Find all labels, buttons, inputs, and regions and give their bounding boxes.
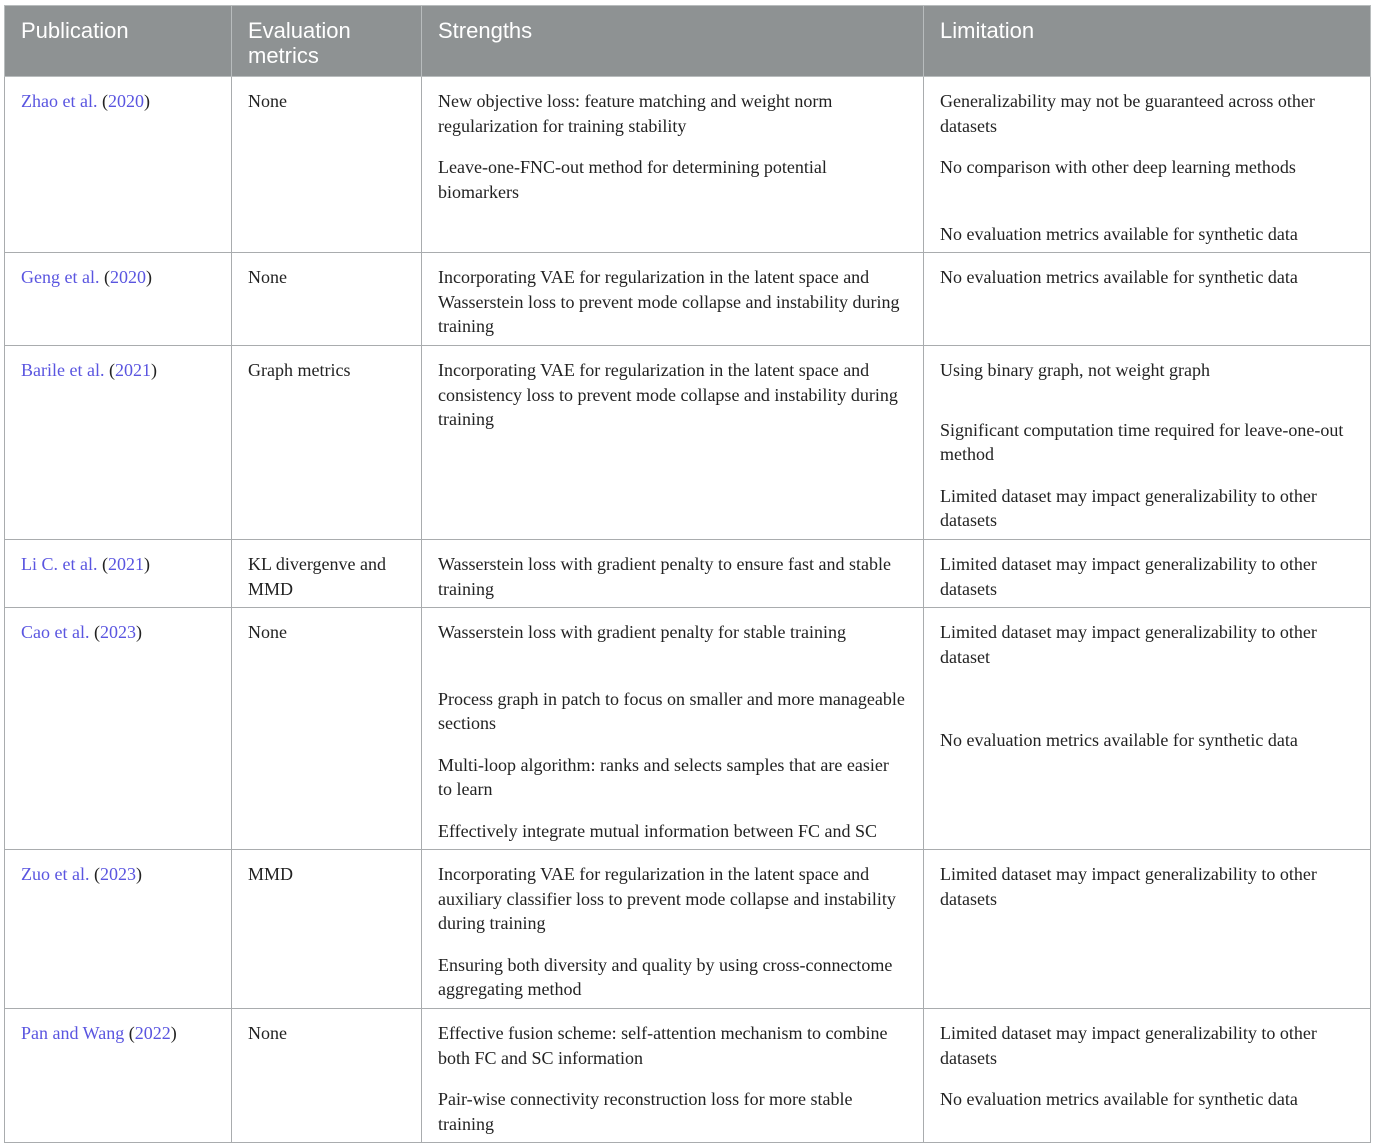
strengths-cell	[422, 253, 924, 346]
header-strengths: Strengths	[422, 6, 924, 77]
limitation-cell	[924, 850, 1371, 1009]
strengths-cell	[422, 77, 924, 253]
year-link[interactable]: 2020	[107, 91, 144, 111]
limitation-item: Limited dataset may impact generalizability to other datasets	[940, 485, 1317, 530]
strength-item: Multi-loop algorithm: ranks and selects samples that are easier to learn	[438, 754, 889, 799]
strength-item: Pair-wise connectivity reconstruction loss for more stable training	[438, 1089, 853, 1134]
strength-item: Incorporating VAE for regularization in the latent space and consistency loss to prevent mode collapse and instability during training	[438, 360, 898, 429]
limitation-item: Significant computation time required for leave-one-out method	[940, 419, 1344, 464]
strength-item: Wasserstein loss with gradient penalty for stable training	[438, 622, 846, 642]
strength-item: Ensuring both diversity and quality by using cross-connectome aggregating method	[438, 954, 893, 999]
limitation-item: No comparison with other deep learning methods	[940, 157, 1296, 177]
limitation-cell	[924, 253, 1371, 346]
limitation-item: No evaluation metrics available for synthetic data	[940, 730, 1298, 750]
limitation-item: Limited dataset may impact generalizability to other datasets	[940, 1023, 1317, 1068]
metrics-cell: None	[232, 608, 422, 850]
year-link[interactable]: 2021	[114, 360, 151, 380]
table-row	[5, 540, 1371, 608]
table-row	[5, 77, 1371, 253]
metrics-cell: MMD	[232, 850, 422, 1009]
limitation-cell	[924, 77, 1371, 253]
author-link[interactable]: Li C. et al.	[21, 554, 98, 574]
strengths-cell	[422, 850, 924, 1009]
header-evaluation-metrics: Evaluation metrics	[232, 6, 422, 77]
table-row	[5, 1009, 1371, 1143]
metrics-cell: None	[232, 1009, 422, 1143]
year-link[interactable]: 2023	[99, 864, 136, 884]
metrics-cell: KL divergenve and MMD	[232, 540, 422, 608]
header-row	[5, 6, 1371, 77]
table-body	[5, 77, 1371, 1143]
limitation-cell	[924, 346, 1371, 540]
limitation-item: No evaluation metrics available for synthetic data	[940, 267, 1298, 287]
table-row	[5, 850, 1371, 1009]
author-link[interactable]: Cao et al.	[21, 622, 90, 642]
limitation-cell	[924, 608, 1371, 850]
header-publication: Publication	[5, 6, 232, 77]
year-link[interactable]: 2022	[134, 1023, 171, 1043]
year-link[interactable]: 2023	[99, 622, 136, 642]
comparison-table	[4, 5, 1371, 1143]
author-link[interactable]: Zhao et al.	[21, 91, 98, 111]
strengths-cell	[422, 608, 924, 850]
limitation-item: Limited dataset may impact generalizability to other datasets	[940, 554, 1317, 599]
year-link[interactable]: 2020	[109, 267, 146, 287]
publication-cell: Barile et al. (2021)	[5, 346, 232, 540]
table-header	[5, 6, 1371, 77]
limitation-cell	[924, 1009, 1371, 1143]
metrics-cell: Graph metrics	[232, 346, 422, 540]
limitation-item: Using binary graph, not weight graph	[940, 360, 1210, 380]
publication-cell: Cao et al. (2023)	[5, 608, 232, 850]
table-row	[5, 253, 1371, 346]
limitation-item: No evaluation metrics available for synthetic data	[940, 1089, 1298, 1109]
strength-item: Leave-one-FNC-out method for determining potential biomarkers	[438, 157, 827, 202]
publication-cell: Zuo et al. (2023)	[5, 850, 232, 1009]
limitation-item: Limited dataset may impact generalizability to other dataset	[940, 622, 1317, 667]
limitation-item: No evaluation metrics available for synthetic data	[940, 223, 1298, 244]
author-link[interactable]: Barile et al.	[21, 360, 105, 380]
strength-item: Incorporating VAE for regularization in the latent space and auxiliary classifier loss to prevent mode collapse and instability during training	[438, 864, 896, 933]
strength-item: New objective loss: feature matching and weight norm regularization for training stability	[438, 91, 833, 136]
strengths-cell	[422, 346, 924, 540]
limitation-item: Generalizability may not be guaranteed across other datasets	[940, 91, 1315, 136]
strengths-cell	[422, 540, 924, 608]
publication-cell: Geng et al. (2020)	[5, 253, 232, 346]
publication-cell: Zhao et al. (2020)	[5, 77, 232, 253]
year-link[interactable]: 2021	[107, 554, 144, 574]
limitation-cell	[924, 540, 1371, 608]
table-row	[5, 346, 1371, 540]
limitation-item: Limited dataset may impact generalizability to other datasets	[940, 864, 1317, 909]
publication-cell: Li C. et al. (2021)	[5, 540, 232, 608]
strength-item: Incorporating VAE for regularization in the latent space and Wasserstein loss to prevent mode collapse and instability during training	[438, 267, 900, 336]
author-link[interactable]: Zuo et al.	[21, 864, 90, 884]
publication-cell: Pan and Wang (2022)	[5, 1009, 232, 1143]
strength-item: Process graph in patch to focus on smaller and more manageable sections	[438, 688, 905, 733]
strengths-cell	[422, 1009, 924, 1143]
author-link[interactable]: Pan and Wang	[21, 1023, 125, 1043]
strength-item: Effectively integrate mutual information between FC and SC	[438, 820, 878, 841]
strength-item: Wasserstein loss with gradient penalty to ensure fast and stable training	[438, 554, 891, 599]
header-limitation: Limitation	[924, 6, 1371, 77]
metrics-cell: None	[232, 253, 422, 346]
author-link[interactable]: Geng et al.	[21, 267, 100, 287]
table-row	[5, 608, 1371, 850]
strength-item: Effective fusion scheme: self-attention mechanism to combine both FC and SC information	[438, 1023, 888, 1068]
metrics-cell: None	[232, 77, 422, 253]
